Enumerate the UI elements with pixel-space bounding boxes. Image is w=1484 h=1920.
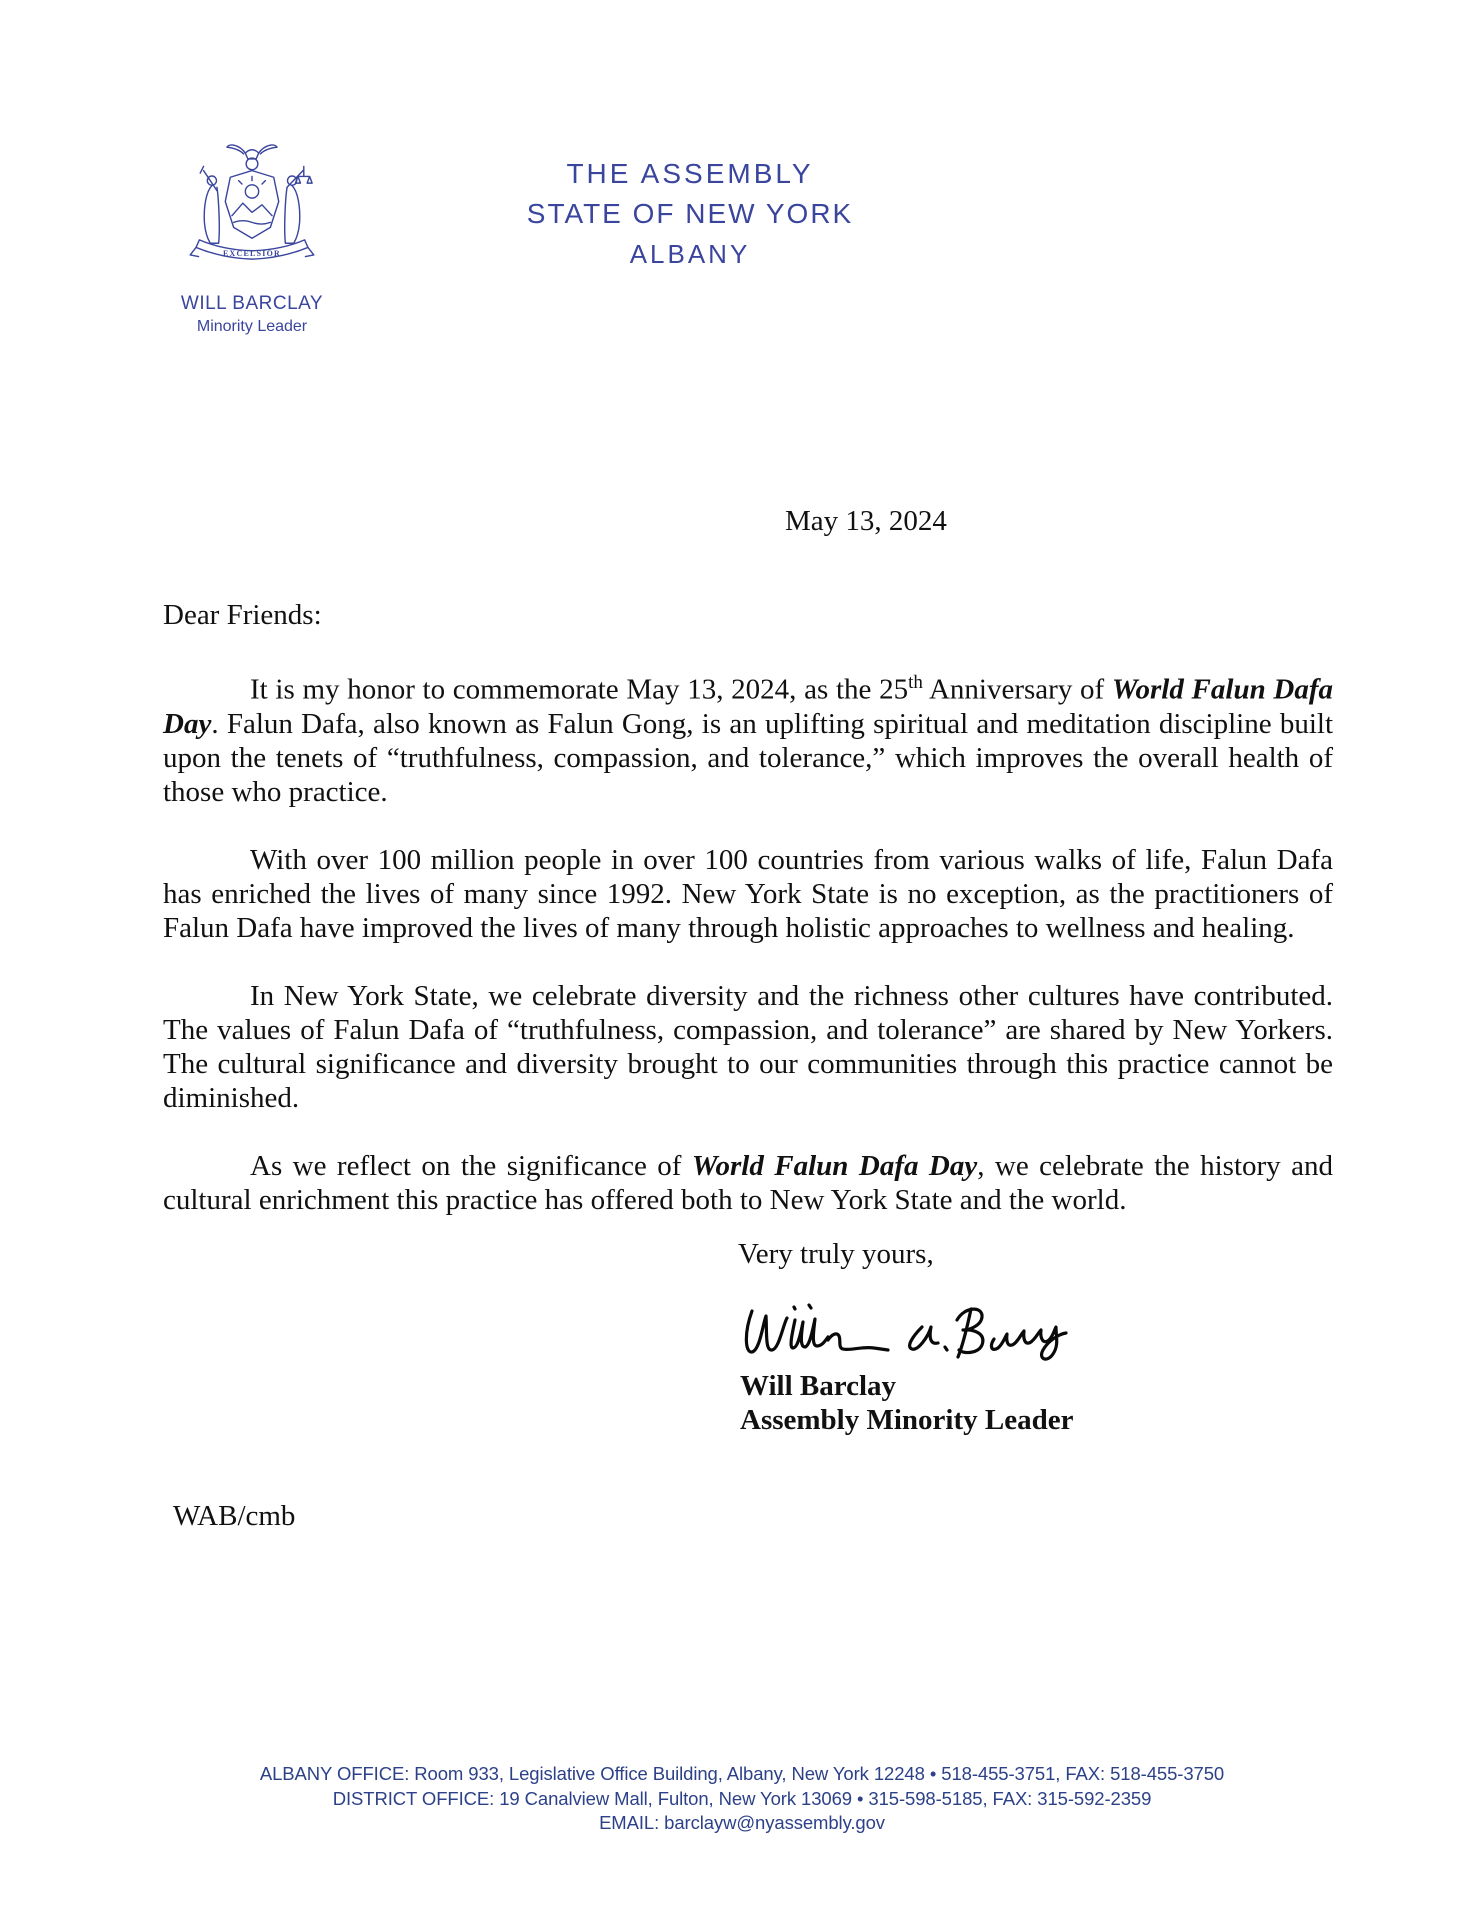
org-name-line2: STATE OF NEW YORK bbox=[526, 198, 854, 229]
paragraph-segment: With over 100 million people in over 100 countries from various walks of life, Falun Dafa has enriched the lives of many since 1992. New York State is no exception, as the practitioners of Falun Dafa have improved the lives of many through holistic approaches to wellness and healing. bbox=[163, 843, 1333, 944]
paragraph-segment: Anniversary of bbox=[922, 673, 1112, 706]
paragraph-segment: It is my honor to commemorate May 13, 2024, as the 25 bbox=[250, 673, 909, 706]
paragraph-segment: th bbox=[908, 672, 923, 693]
signature-name: Will Barclay bbox=[740, 1370, 897, 1402]
paragraph-segment: , we celebrate the history and cultural enrichment this practice has offered both to New York State and the world. bbox=[163, 1149, 1333, 1216]
footer-albany-office: ALBANY OFFICE: Room 933, Legislative Office Building, Albany, New York 12248 • 518-455-3751, FAX: 518-455-3750 bbox=[259, 1763, 1225, 1784]
letterhead-org-block bbox=[430, 154, 950, 274]
paragraph-segment: . Falun Dafa, also known as Falun Gong, is an uplifting spiritual and meditation discipline built upon the tenets of “truthfulness, compassion, and tolerance,” which improves the overall health of those who practice. bbox=[163, 707, 1333, 808]
paragraph-segment: World Falun Dafa Day bbox=[691, 1149, 978, 1182]
letter-date: May 13, 2024 bbox=[785, 505, 947, 537]
seal-motto-text: EXCELSIOR bbox=[223, 248, 281, 258]
org-name-line3: ALBANY bbox=[629, 239, 751, 269]
paragraph-segment: As we reflect on the significance of bbox=[250, 1149, 692, 1182]
org-name-line1: THE ASSEMBLY bbox=[566, 158, 814, 189]
officer-title: Minority Leader bbox=[196, 318, 308, 335]
paragraph-segment: World Falun Dafa Day bbox=[163, 673, 1333, 740]
letter-body bbox=[163, 598, 1333, 1217]
letter-paragraph bbox=[163, 666, 1333, 809]
officer-name: WILL BARCLAY bbox=[180, 293, 324, 314]
footer-district-office: DISTRICT OFFICE: 19 Canalview Mall, Fulton, New York 13069 • 315-598-5185, FAX: 315-592-2359 bbox=[332, 1787, 1152, 1809]
signature-title: Assembly Minority Leader bbox=[740, 1404, 1074, 1436]
salutation: Dear Friends: bbox=[163, 599, 322, 631]
paragraph-segment: In New York State, we celebrate diversity and the richness other cultures have contributed. The values of Falun Dafa of “truthfulness, compassion, and tolerance” are shared by New Yorkers. The cultural significance and diversity brought to our communities through this practice cannot be diminished. bbox=[163, 979, 1333, 1114]
ny-state-seal-icon bbox=[181, 134, 323, 284]
reference-initials: WAB/cmb bbox=[173, 1500, 296, 1532]
letter-paragraph bbox=[163, 843, 1333, 945]
letterhead-seal-block bbox=[152, 134, 352, 336]
signature-image bbox=[738, 1293, 1068, 1373]
letter-paragraph bbox=[163, 1149, 1333, 1217]
footer-email: EMAIL: barclayw@nyassembly.gov bbox=[599, 1812, 885, 1833]
letter-footer bbox=[0, 1762, 1484, 1836]
letter-paragraph bbox=[163, 979, 1333, 1115]
closing-phrase: Very truly yours, bbox=[738, 1238, 934, 1270]
letter-paragraphs bbox=[163, 666, 1333, 1217]
